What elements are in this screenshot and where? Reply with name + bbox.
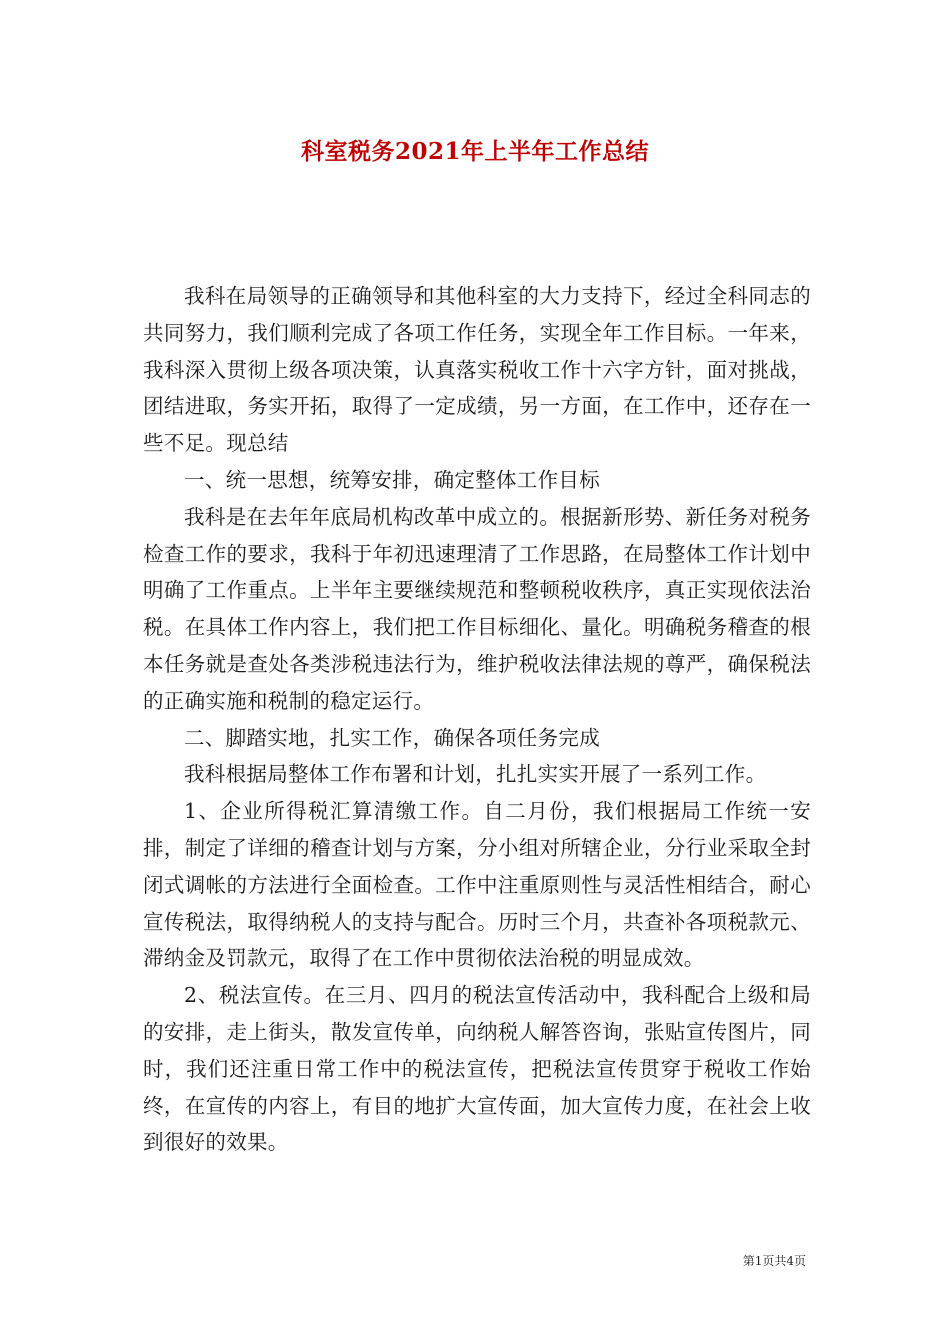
document-title: 科室税务2021年上半年工作总结 — [300, 138, 649, 165]
paragraph-intro: 我科在局领导的正确领导和其他科室的大力支持下，经过全科同志的共同努力，我们顺利完成了各项工作任务，实现全年工作目标。一年来，我科深入贯彻上级各项决策，认真落实税收工作十六字方针，面对挑战，团结进取，务实开拓，取得了一定成绩，另一方面，在工作中，还存在一些不足。现总结 — [143, 284, 811, 456]
section-heading-1: 一、统一思想，统筹安排，确定整体工作目标 — [184, 467, 600, 492]
paragraph-section-1: 我科是在去年年底局机构改革中成立的。根据新形势、新任务对税务检查工作的要求，我科于年初迅速理清了工作思路，在局整体工作计划中明确了工作重点。上半年主要继续规范和整顿税收秩序，真正实现依法治税。在具体工作内容上，我们把工作目标细化、量化。明确税务稽查的根本任务就是查处各类涉税违法行为，维护税收法律法规的尊严，确保税法的正确实施和税制的稳定运行。 — [143, 504, 811, 713]
section-heading-2: 二、脚踏实地，扎实工作，确保各项任务完成 — [184, 725, 600, 750]
paragraph-item-1: 1、企业所得税汇算清缴工作。自二月份，我们根据局工作统一安排，制定了详细的稽查计划与方案，分小组对所辖企业，分行业采取全封闭式调帐的方法进行全面检查。工作中注重原则性与灵活性相结合，耐心宣传税法，取得纳税人的支持与配合。历时三个月，共查补各项税款元、滞纳金及罚款元，取得了在工作中贯彻依法治税的明显成效。 — [143, 799, 811, 971]
paragraph-section-2-intro: 我科根据局整体工作布署和计划，扎扎实实开展了一系列工作。 — [184, 762, 767, 787]
page-number: 第1页共4页 — [742, 1254, 806, 1268]
paragraph-item-2: 2、税法宣传。在三月、四月的税法宣传活动中，我科配合上级和局的安排，走上街头，散发宣传单，向纳税人解答咨询，张贴宣传图片，同时，我们还注重日常工作中的税法宣传，把税法宣传贯穿于税收工作始终，在宣传的内容上，有目的地扩大宣传面，加大宣传力度，在社会上收到很好的效果。 — [143, 983, 811, 1155]
document-body — [143, 278, 811, 1161]
